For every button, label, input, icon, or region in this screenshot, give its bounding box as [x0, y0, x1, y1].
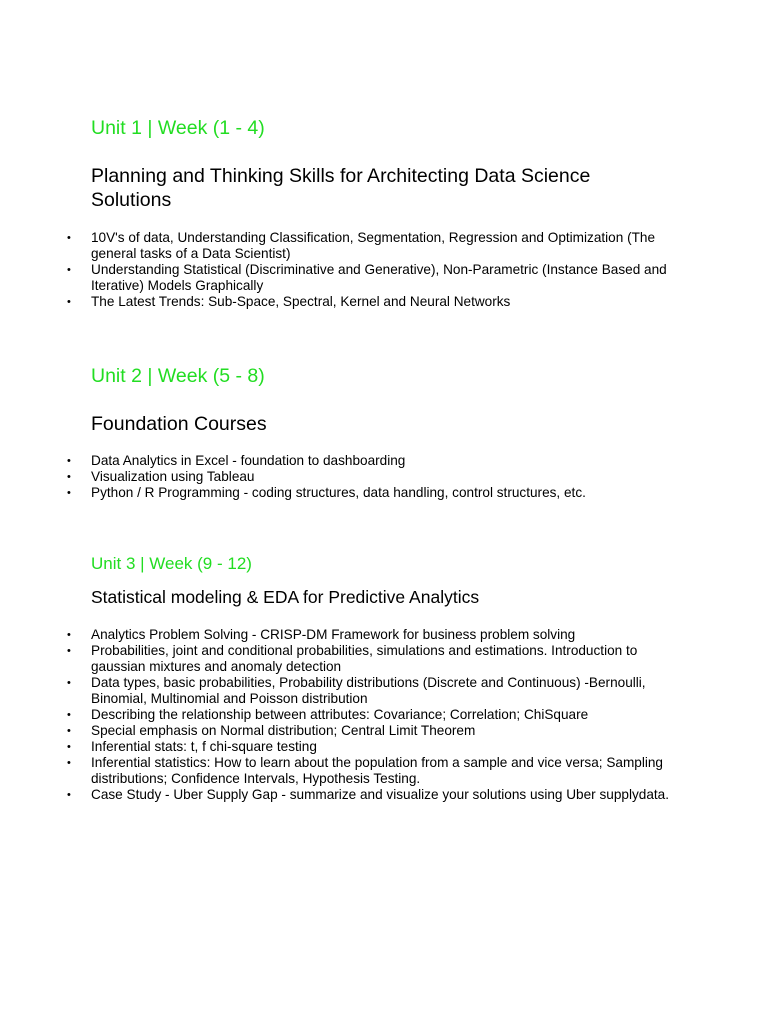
list-item	[0, 643, 681, 675]
list-item	[0, 485, 681, 501]
list-item	[0, 723, 681, 739]
list-item-text: Describing the relationship between attributes: Covariance; Correlation; ChiSquare	[91, 707, 589, 722]
bullet-icon: •	[67, 645, 71, 657]
bullet-icon: •	[67, 455, 71, 467]
bullet-icon: •	[67, 677, 71, 689]
bullet-icon: •	[67, 264, 71, 276]
list-item	[0, 675, 681, 707]
list-item-text: Understanding Statistical (Discriminative and Generative), Non-Parametric (Instance Based and Iterative) Models Graphically	[91, 262, 667, 293]
unit-2-list	[0, 453, 681, 501]
list-item	[0, 469, 681, 485]
bullet-icon: •	[67, 725, 71, 737]
list-item	[0, 787, 681, 803]
list-item-text: Special emphasis on Normal distribution; Central Limit Theorem	[91, 723, 476, 738]
bullet-icon: •	[67, 296, 71, 308]
unit-1-title: Planning and Thinking Skills for Architecting Data Science Solutions	[91, 165, 591, 211]
list-item-text: Data types, basic probabilities, Probability distributions (Discrete and Continuous) -Bernoulli, Binomial, Multinomial and Poisson distribution	[91, 675, 646, 706]
bullet-icon: •	[67, 471, 71, 483]
list-item-text: The Latest Trends: Sub-Space, Spectral, Kernel and Neural Networks	[91, 294, 511, 309]
list-item-text: Analytics Problem Solving - CRISP-DM Framework for business problem solving	[91, 627, 576, 642]
list-item	[0, 755, 681, 787]
bullet-icon: •	[67, 629, 71, 641]
list-item	[0, 453, 681, 469]
unit-3-heading: Unit 3 | Week (9 - 12)	[91, 554, 252, 573]
list-item-text: Case Study - Uber Supply Gap - summarize and visualize your solutions using Uber supplydata.	[91, 787, 670, 802]
list-item	[0, 707, 681, 723]
bullet-icon: •	[67, 709, 71, 721]
unit-1-list	[0, 230, 681, 310]
bullet-icon: •	[67, 487, 71, 499]
bullet-icon: •	[67, 757, 71, 769]
unit-3-title: Statistical modeling & EDA for Predictive Analytics	[91, 587, 480, 607]
unit-2-heading: Unit 2 | Week (5 - 8)	[91, 365, 265, 387]
unit-2-title: Foundation Courses	[91, 413, 267, 435]
unit-3-list	[0, 627, 681, 803]
list-item	[0, 262, 681, 294]
bullet-icon: •	[67, 232, 71, 244]
list-item-text: Probabilities, joint and conditional probabilities, simulations and estimations. Introduction to gaussian mixtures and anomaly detection	[91, 643, 638, 674]
list-item-text: Data Analytics in Excel - foundation to dashboarding	[91, 453, 406, 468]
list-item-text: 10V's of data, Understanding Classification, Segmentation, Regression and Optimization (The general tasks of a Data Scientist)	[91, 230, 656, 261]
list-item-text: Inferential statistics: How to learn about the population from a sample and vice versa; Sampling distributions; Confidence Intervals, Hypothesis Testing.	[91, 755, 663, 786]
list-item	[0, 230, 681, 262]
list-item	[0, 627, 681, 643]
list-item-text: Visualization using Tableau	[91, 469, 255, 484]
list-item-text: Inferential stats: t, f chi-square testing	[91, 739, 317, 754]
bullet-icon: •	[67, 741, 71, 753]
list-item	[0, 294, 681, 310]
list-item-text: Python / R Programming - coding structures, data handling, control structures, etc.	[91, 485, 586, 500]
list-item	[0, 739, 681, 755]
bullet-icon: •	[67, 789, 71, 801]
unit-1-heading: Unit 1 | Week (1 - 4)	[91, 117, 265, 139]
